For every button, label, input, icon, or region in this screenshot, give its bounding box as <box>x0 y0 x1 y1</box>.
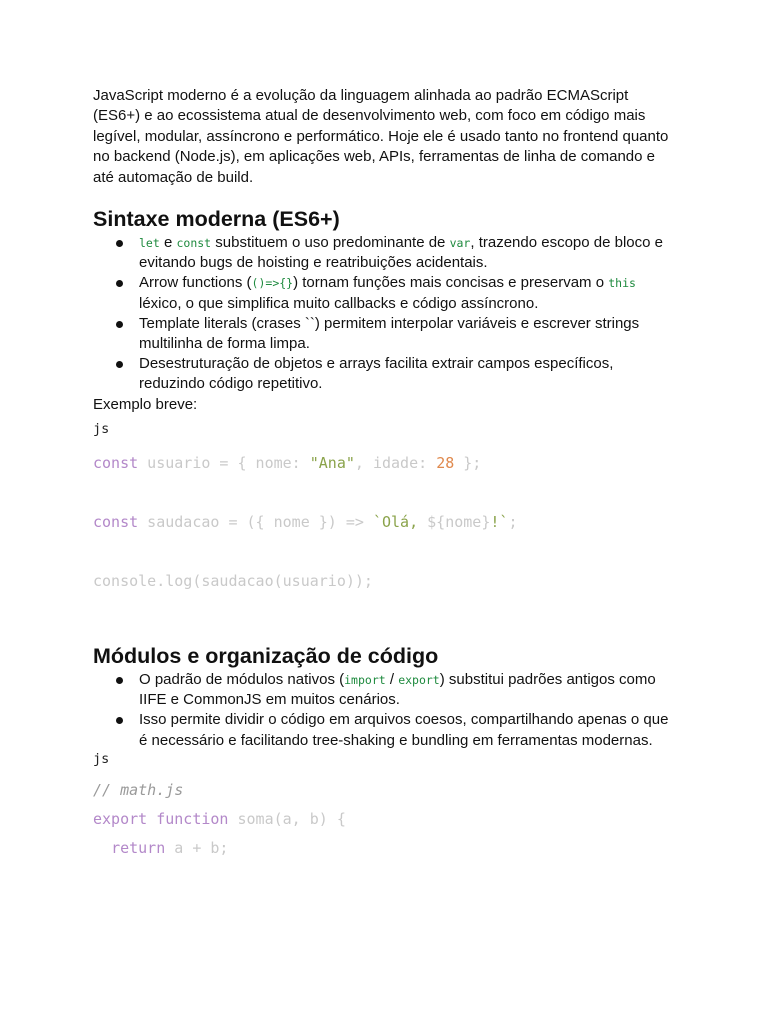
code-text: console.log(saudacao(usuario)); <box>93 572 373 591</box>
code-block <box>93 453 673 591</box>
code-string: "Ana" <box>309 454 355 473</box>
code-text: a + b; <box>165 838 229 857</box>
section-heading-modern-syntax: Sintaxe moderna (ES6+) <box>93 207 340 232</box>
code-comment: // math.js <box>93 780 184 799</box>
list-item <box>93 710 673 750</box>
list-item <box>93 233 673 273</box>
code-line <box>93 512 673 532</box>
list-item <box>93 273 673 313</box>
code-keyword: const <box>93 454 139 473</box>
code-text: ${nome} <box>427 513 491 532</box>
list-item-text: e <box>159 234 177 252</box>
inline-code: ()=>{} <box>251 276 294 291</box>
modules-list <box>93 670 673 751</box>
code-line <box>93 453 673 473</box>
code-line <box>93 780 673 800</box>
list-item-text: / <box>385 671 399 689</box>
inline-code: this <box>608 276 636 291</box>
list-item-text: Arrow functions ( <box>139 274 252 292</box>
intro-paragraph: JavaScript moderno é a evolução da linguagem alinhada ao padrão ECMAScript (ES6+) e ao ecossistema atual de desenvolvimento web, com foco em código mais legível, modular, assíncrono e performático. Hoje ele é usado tanto no frontend quanto no backend (Node.js), em aplicações web, APIs, ferramentas de linha de comando e até automação de build. <box>93 87 669 186</box>
list-item-text: Template literals (crases ``) permitem interpolar variáveis e escrever strings multilinha de forma limpa. <box>139 314 640 353</box>
code-line <box>93 838 673 858</box>
list-item-text: ) substitui padrões antigos como IIFE e CommonJS em muitos cenários. <box>139 671 656 709</box>
list-item <box>93 314 673 354</box>
inline-code: let <box>139 236 160 251</box>
code-language-label: js <box>93 421 110 438</box>
code-keyword: export function <box>93 809 229 828</box>
code-indent <box>93 839 111 857</box>
code-text: usuario = { nome: <box>138 454 310 473</box>
example-label: Exemplo breve: <box>93 395 198 413</box>
code-text: , idade: <box>354 454 437 473</box>
code-block <box>93 780 673 858</box>
code-keyword: const <box>93 513 139 532</box>
code-language-label: js <box>93 750 110 767</box>
list-item-text: Desestruturação de objetos e arrays facilita extrair campos específicos, reduzindo código repetitivo. <box>139 355 614 393</box>
code-line <box>93 571 673 591</box>
list-item <box>93 354 673 394</box>
document-content <box>93 86 673 858</box>
code-number: 28 <box>436 454 455 473</box>
list-item-text: léxico, o que simplifica muito callbacks e código assíncrono. <box>139 294 539 312</box>
list-item-text: Isso permite dividir o código em arquivos coesos, compartilhando apenas o que é necessário e facilitando tree-shaking e bundling em ferramentas modernas. <box>139 711 669 749</box>
list-item <box>93 670 673 710</box>
inline-code: var <box>449 236 471 251</box>
code-string: `Olá, <box>372 513 428 532</box>
code-text: }; <box>454 454 482 473</box>
code-text: ; <box>508 513 518 532</box>
code-text: soma(a, b) { <box>228 809 346 828</box>
list-item-text: ) tornam funções mais concisas e preservam o <box>293 274 609 292</box>
section-heading-modules: Módulos e organização de código <box>93 644 439 669</box>
code-text: saudacao = ({ nome }) => <box>138 513 373 532</box>
inline-code: export <box>398 673 440 688</box>
modern-syntax-list <box>93 233 673 395</box>
code-keyword: return <box>111 838 166 857</box>
code-string: !` <box>490 513 509 532</box>
list-item-text: , trazendo escopo de bloco e evitando bugs de hoisting e reatribuições acidentais. <box>139 234 663 272</box>
list-item-text: substituem o uso predominante de <box>211 234 450 252</box>
inline-code: import <box>344 673 386 688</box>
list-item-text: O padrão de módulos nativos ( <box>139 671 345 689</box>
code-line <box>93 809 673 829</box>
inline-code: const <box>176 236 212 251</box>
